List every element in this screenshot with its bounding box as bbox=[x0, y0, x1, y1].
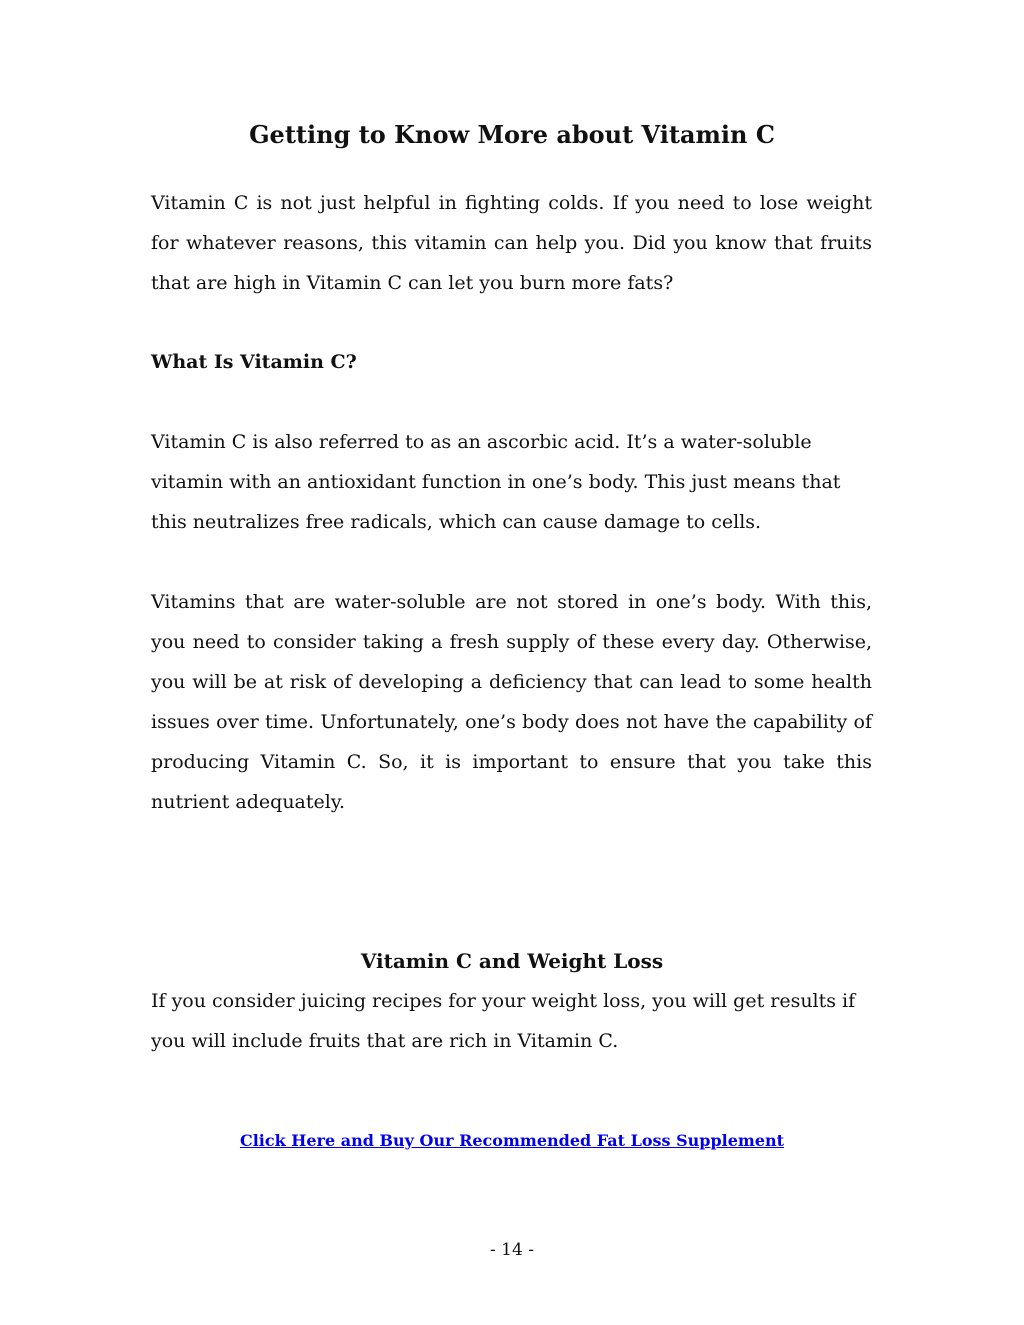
intro-paragraph: Vitamin C is not just helpful in fighting colds. If you need to lose weight for whatever reasons, this vitamin can help you. Did you know that fruits that are high in Vitamin C can let you burn more fats? bbox=[151, 192, 872, 294]
recommended-supplement-link[interactable]: Click Here and Buy Our Recommended Fat Loss Supplement bbox=[239, 1131, 785, 1150]
section-heading-weight-loss: Vitamin C and Weight Loss bbox=[360, 949, 664, 973]
section-heading-what-is-vitamin-c: What Is Vitamin C? bbox=[151, 351, 357, 373]
page-number: - 14 - bbox=[490, 1240, 534, 1260]
recommended-supplement-link-container bbox=[0, 1128, 1024, 1154]
vitamin-c-definition-paragraph: Vitamin C is also referred to as an ascorbic acid. It’s a water-soluble vitamin with an antioxidant function in one’s body. This just means that this neutralizes free radicals, which can cause damage to cells. bbox=[151, 431, 841, 533]
weight-loss-paragraph: If you consider juicing recipes for your weight loss, you will get results if you will include fruits that are rich in Vitamin C. bbox=[151, 990, 856, 1052]
page-title: Getting to Know More about Vitamin C bbox=[249, 120, 775, 149]
water-soluble-paragraph: Vitamins that are water-soluble are not stored in one’s body. With this, you need to consider taking a fresh supply of these every day. Otherwise, you will be at risk of developing a deficiency that can lead to some health issues over time. Unfortunately, one’s body does not have the capability of producing Vitamin C. So, it is important to ensure that you take this nutrient adequately. bbox=[151, 591, 872, 813]
